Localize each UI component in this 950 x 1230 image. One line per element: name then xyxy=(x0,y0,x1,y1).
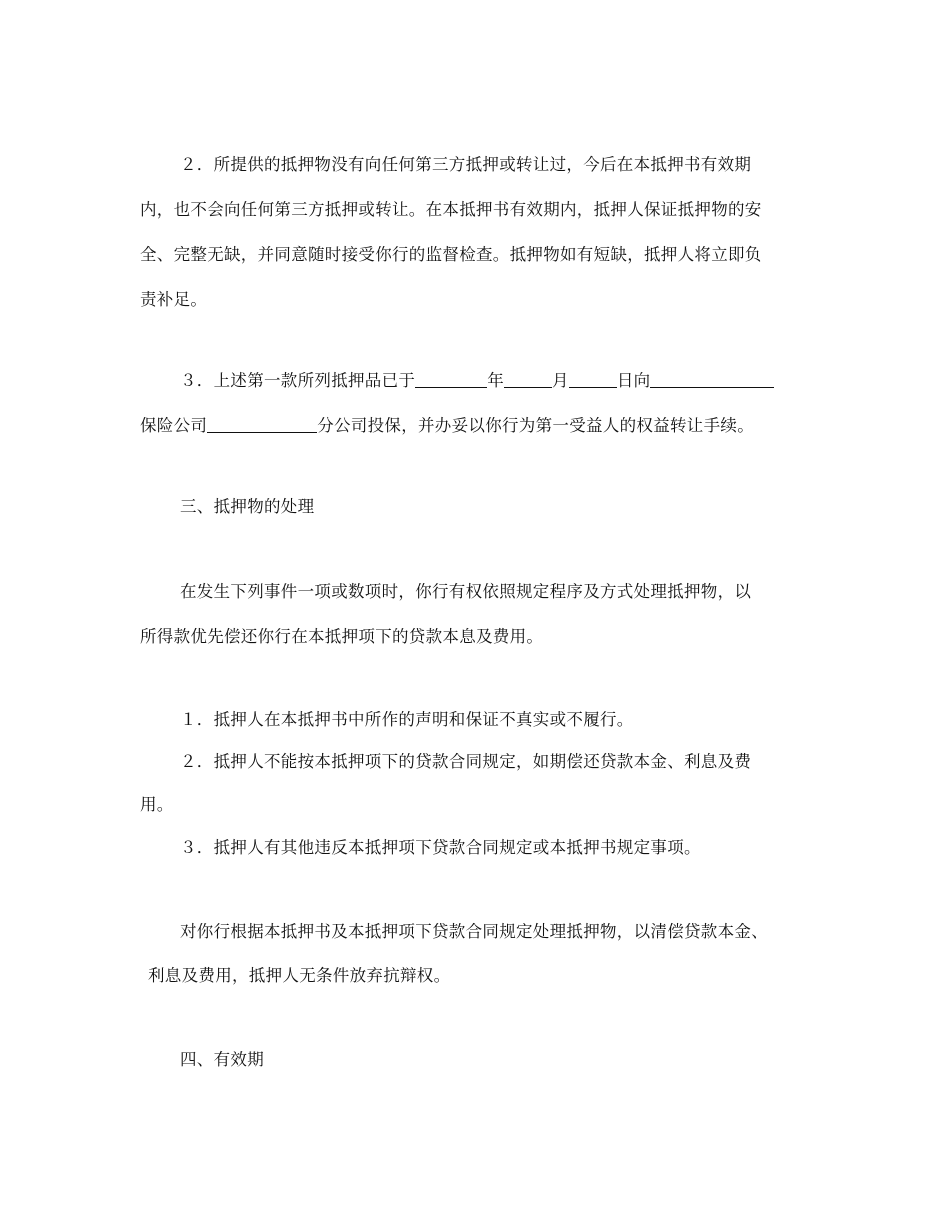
section3-closing-line2: 利息及费用，抵押人无条件放弃抗辩权。 xyxy=(148,966,451,985)
section3-heading: 三、抵押物的处理 xyxy=(180,497,315,516)
blank-month xyxy=(504,369,552,388)
blank-branch xyxy=(207,414,317,433)
item3-text-insurer: 保险公司 xyxy=(140,416,208,435)
section4-heading: 四、有效期 xyxy=(180,1050,264,1069)
section3-closing-line1: 对你行根据本抵押书及本抵押项下贷款合同规定处理抵押物，以清偿贷款本金、 xyxy=(180,922,768,941)
item3-text-rest: 分公司投保，并办妥以你行为第一受益人的权益转让手续。 xyxy=(317,416,755,435)
section3-item1: １．抵押人在本抵押书中所作的声明和保证不真实或不履行。 xyxy=(180,710,634,729)
item2-line1: ２．所提供的抵押物没有向任何第三方抵押或转让过，今后在本抵押书有效期 xyxy=(180,155,752,174)
section3-item3: ３．抵押人有其他违反本抵押项下贷款合同规定或本抵押书规定事项。 xyxy=(180,838,701,857)
section3-intro-line1: 在发生下列事件一项或数项时，你行有权依照规定程序及方式处理抵押物，以 xyxy=(180,582,752,601)
section3-item2-line2: 用。 xyxy=(140,795,174,814)
item3-text-year: 年 xyxy=(487,371,505,390)
item2-line4: 责补足。 xyxy=(140,290,208,309)
item2-line3: 全、完整无缺，并同意随时接受你行的监督检查。抵押物如有短缺，抵押人将立即负 xyxy=(140,245,762,264)
item3-line2 xyxy=(140,414,754,436)
item3-text-day: 日向 xyxy=(616,371,651,390)
item2-line2: 内，也不会向任何第三方抵押或转让。在本抵押书有效期内，抵押人保证抵押物的安 xyxy=(140,200,762,219)
blank-insurer xyxy=(650,369,774,388)
item3-line1 xyxy=(180,369,774,391)
blank-day xyxy=(569,369,617,388)
blank-year xyxy=(415,369,487,388)
section3-intro-line2: 所得款优先偿还你行在本抵押项下的贷款本息及费用。 xyxy=(140,627,544,646)
item3-text-month: 月 xyxy=(552,371,569,390)
section3-item2-line1: ２．抵押人不能按本抵押项下的贷款合同规定，如期偿还贷款本金、利息及费 xyxy=(180,752,752,771)
item3-text-1: ３．上述第一款所列抵押品已于 xyxy=(180,371,416,390)
